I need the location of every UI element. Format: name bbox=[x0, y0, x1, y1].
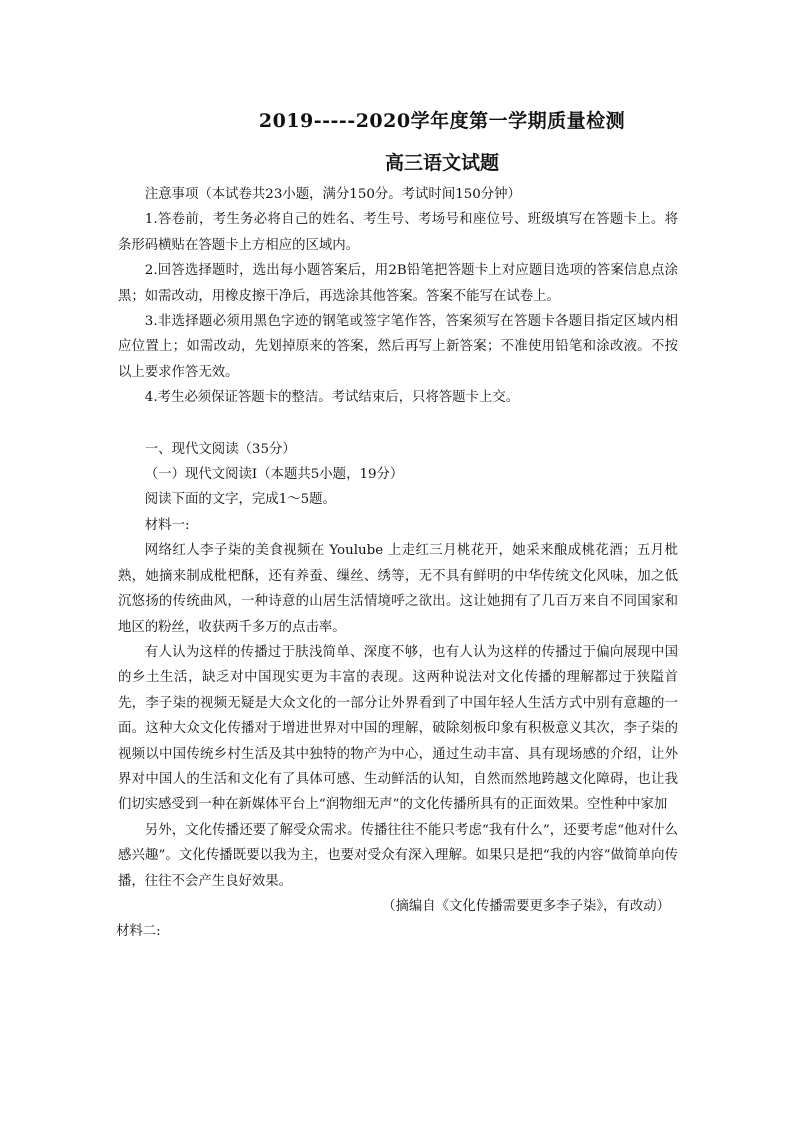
paragraph-1: 网络红人李子柒的美食视频在 Youlube 上走红三月桃花开，她采来酿成桃花酒；五月枇熟，她摘来制成枇杷酥，还有养蚕、缫丝、绣等，无不具有鲜明的中华传统文化风味，加之低沉悠扬的传统曲风，一种诗意的山居生活情境呼之欲出。这让她拥有了几百万来自不同国家和地区的粉丝，收获两千多万的点击率。 bbox=[118, 543, 678, 635]
material2-label: 材料二: bbox=[116, 924, 161, 940]
notes-item-1: 1.答卷前，考生务必将自己的姓名、考生号、考场号和座位号、班级填写在答题卡上。将条形码横贴在答题卡上方相应的区域内。 bbox=[118, 212, 678, 253]
notes-item-2: 2.回答选择题时，选出每小题答案后，用2B铅笔把答题卡上对应题目选项的答案信息点涂黑；如需改动，用橡皮擦干净后，再选涂其他答案。答案不能写在试卷上。 bbox=[118, 263, 678, 304]
section-gap bbox=[118, 411, 678, 437]
page-title: 2019-----2020学年度第一学期质量检测 bbox=[258, 110, 626, 132]
section-subheading: （一）现代文阅读Ⅰ（本题共5小题，19分） bbox=[144, 467, 404, 483]
source-citation: （摘编自《文化传播需要更多李子柒》，有改动） bbox=[382, 898, 670, 914]
notes-item-4: 4.考生必须保证答题卡的整洁。考试结束后，只将答题卡上交。 bbox=[144, 390, 520, 406]
page-subtitle: 高三语文试题 bbox=[384, 152, 499, 174]
material1-label: 材料一: bbox=[144, 517, 190, 533]
notes-item-3: 3.非选择题必须用黑色字迹的钢笔或签字笔作答，答案须写在答题卡各题目指定区域内相应位置上；如需改动，先划掉原来的答案，然后再写上新答案；不准使用铅笔和涂改液。不按以上要求作答无效。 bbox=[118, 314, 678, 380]
reading-instruction: 阅读下面的文字，完成1～5题。 bbox=[144, 492, 336, 508]
notes-heading: 注意事项（本试卷共23小题，满分150分。考试时间150分钟） bbox=[144, 187, 521, 202]
section-heading: 一、现代文阅读（35分） bbox=[144, 441, 296, 457]
paragraph-3: 另外，文化传播还要了解受众需求。传播往往不能只考虑“我有什么”，还要考虑“他对什么感兴趣”。文化传播既要以我为主，也要对受众有深入理解。如果只是把“我的内容”做简单向传播，往往不会产生良好效果。 bbox=[118, 822, 678, 889]
exam-body bbox=[118, 182, 678, 945]
paragraph-2: 有人认为这样的传播过于肤浅简单、深度不够，也有人认为这样的传播过于偏向展现中国的乡土生活，缺乏对中国现实更为丰富的表现。这两种说法对文化传播的理解都过于狭隘首先，李子柒的视频无疑是大众文化的一部分让外界看到了中国年轻人生活方式中别有意趣的一面。这种大众文化传播对于增进世界对中国的理解，破除刻板印象有积极意义其次，李子柒的视频以中国传统乡村生活及其中独特的物产为中心，通过生动丰富、具有现场感的介绍，让外界对中国人的生活和文化有了具体可感、生动鲜活的认知，自然而然地跨越文化障碍，也让我们切实感受到一种在新媒体平台上“润物细无声”的文化传播所具有的正面效果。空性种中家加 bbox=[118, 644, 678, 813]
